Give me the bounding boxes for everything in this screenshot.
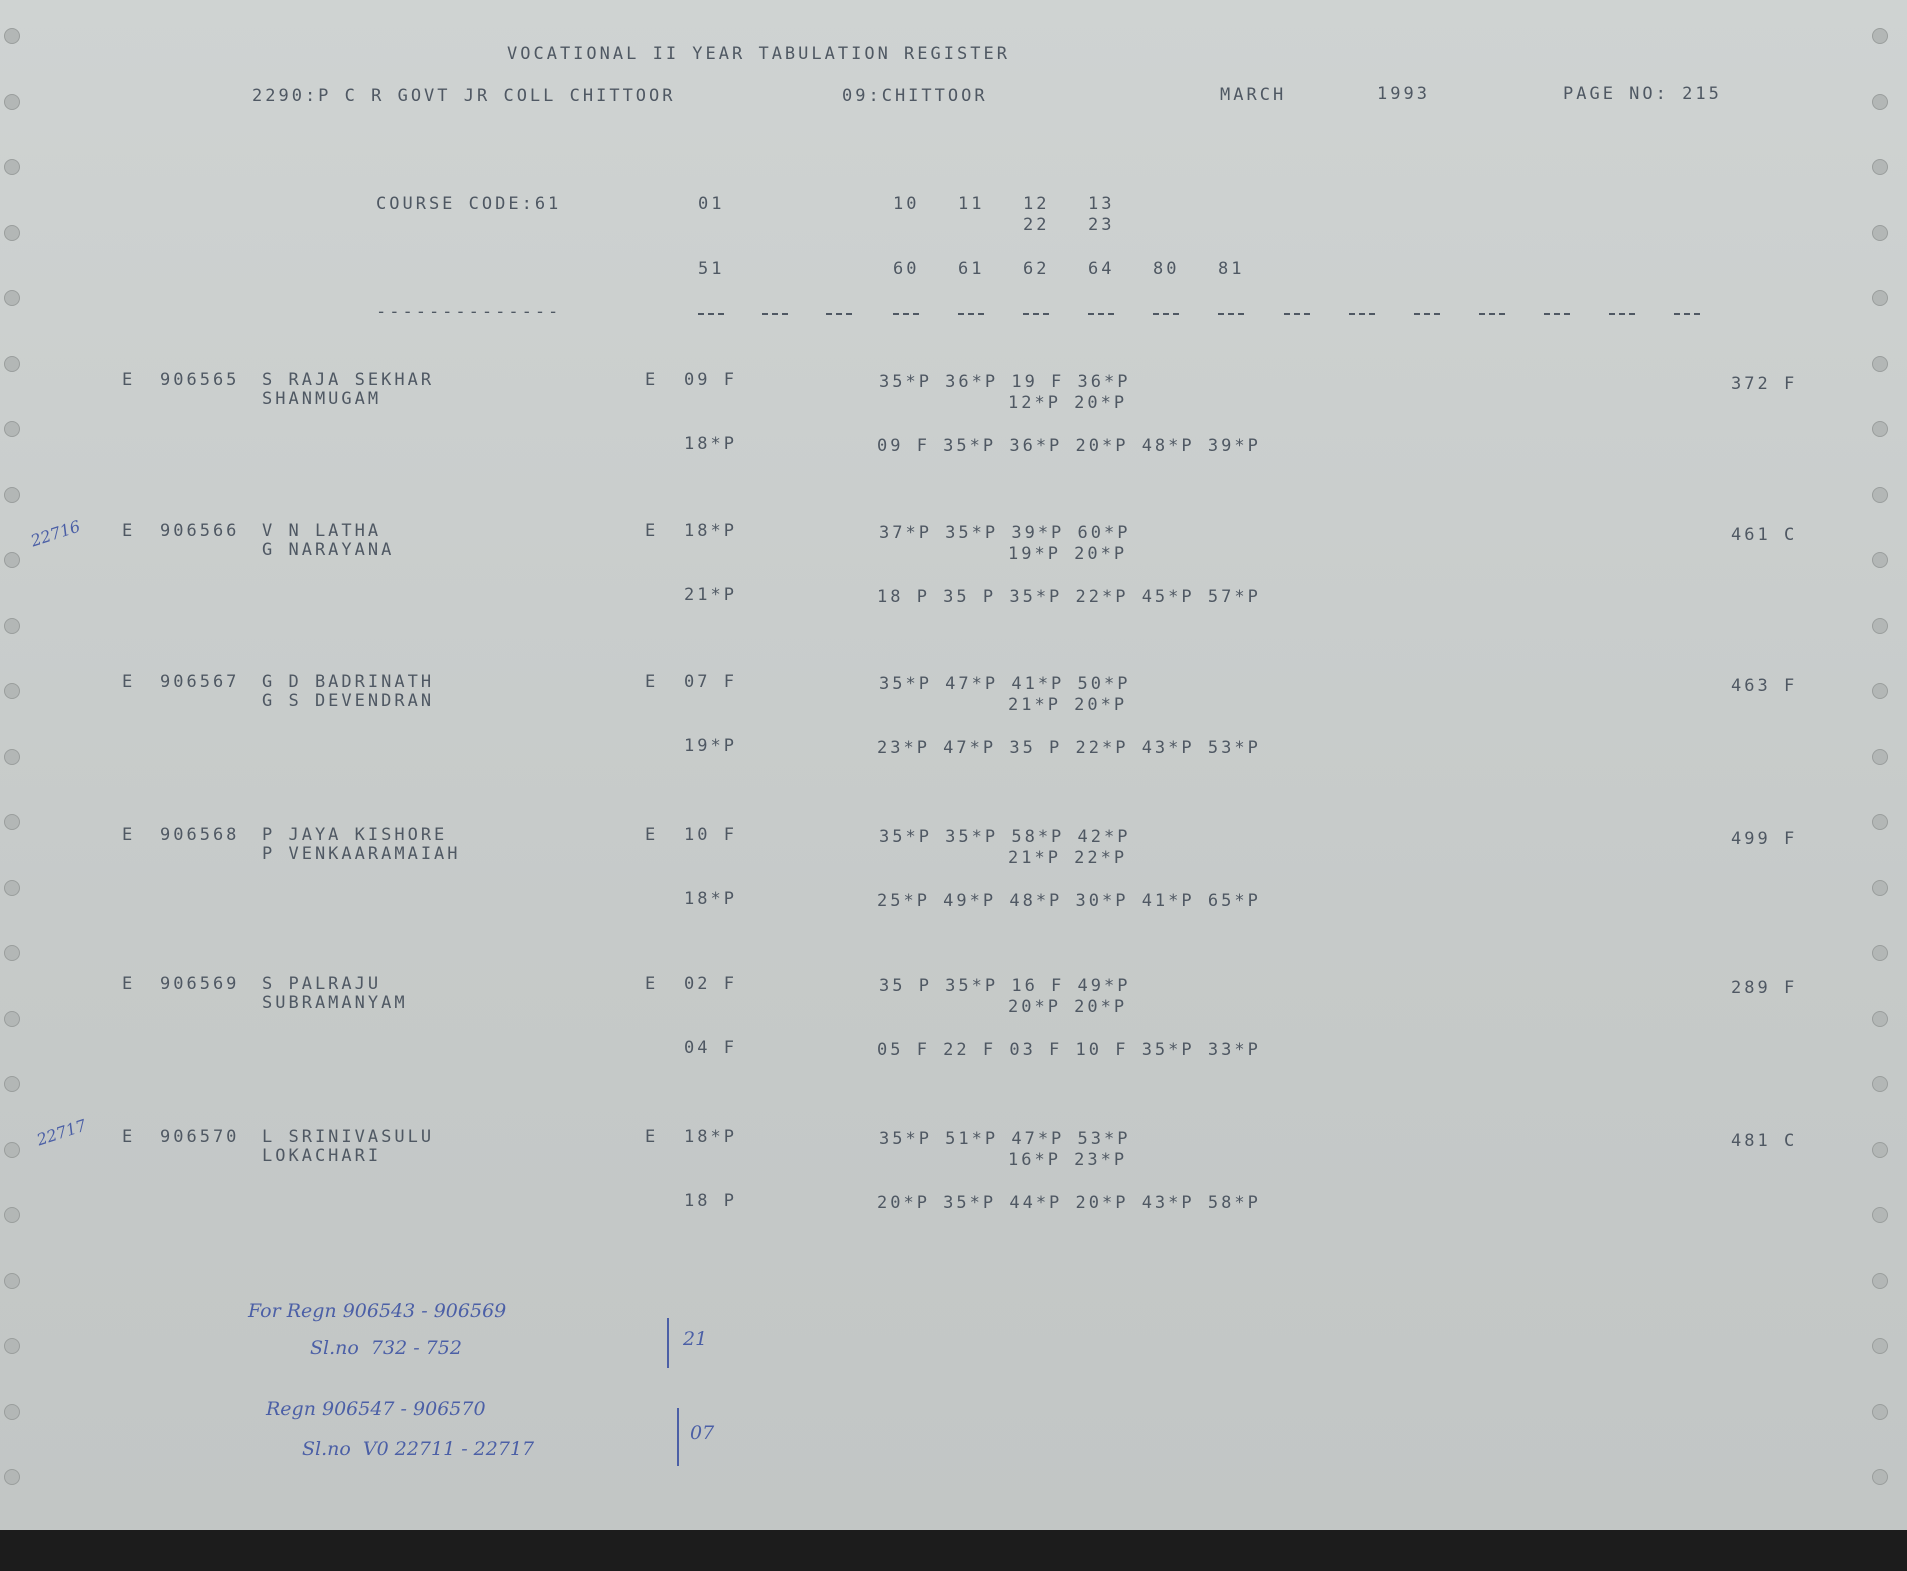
subject-code: 13	[1088, 194, 1115, 214]
subject-code: 62	[1023, 259, 1050, 279]
feed-hole	[4, 225, 20, 241]
candidate-name: P JAYA KISHORE	[262, 825, 448, 845]
feed-hole	[4, 94, 20, 110]
hall-ticket-number: 906566	[160, 521, 240, 541]
feed-hole	[4, 159, 20, 175]
feed-hole	[4, 880, 20, 896]
exam-month: MARCH	[1220, 85, 1287, 105]
feed-hole	[1872, 290, 1888, 306]
second-subject-mark: 18*P	[684, 889, 737, 909]
scan-bottom-edge	[0, 1530, 1907, 1571]
register-title: VOCATIONAL II YEAR TABULATION REGISTER	[507, 44, 1010, 64]
marks-row-2: 20*P 35*P 44*P 20*P 43*P 58*P	[877, 1193, 1261, 1213]
second-subject-mark: 18 P	[684, 1191, 737, 1211]
course-underline: --------------	[376, 302, 562, 322]
marks-row-1: 35*P 47*P 41*P 50*P	[879, 674, 1131, 694]
first-subject-mark: 09 F	[684, 370, 737, 390]
hall-ticket-number: 906569	[160, 974, 240, 994]
feed-hole	[1872, 618, 1888, 634]
handwritten-slno-range-1: Sl.no 732 - 752	[310, 1337, 462, 1359]
flag-code: E	[645, 974, 659, 994]
feed-hole	[4, 1273, 20, 1289]
column-dash	[1349, 313, 1375, 315]
column-dash	[762, 313, 788, 315]
father-name: LOKACHARI	[262, 1146, 382, 1166]
subject-code: 23	[1088, 215, 1115, 235]
medium-code: E	[122, 370, 136, 390]
flag-code: E	[645, 825, 659, 845]
marks-row-2: 09 F 35*P 36*P 20*P 48*P 39*P	[877, 436, 1261, 456]
candidate-name: S RAJA SEKHAR	[262, 370, 435, 390]
feed-hole	[4, 814, 20, 830]
right-feed-holes	[1872, 0, 1896, 1530]
feed-hole	[4, 290, 20, 306]
feed-hole	[4, 1076, 20, 1092]
marks-row-1-sub: 21*P 22*P	[1008, 848, 1128, 868]
feed-hole	[4, 618, 20, 634]
feed-hole	[1872, 159, 1888, 175]
first-subject-mark: 10 F	[684, 825, 737, 845]
feed-hole	[4, 945, 20, 961]
feed-hole	[1872, 1011, 1888, 1027]
feed-hole	[1872, 1076, 1888, 1092]
subject-code: 01	[698, 194, 725, 214]
column-dash	[1609, 313, 1635, 315]
marks-row-1: 35 P 35*P 16 F 49*P	[879, 976, 1131, 996]
column-dash	[1544, 313, 1570, 315]
flag-code: E	[645, 521, 659, 541]
handwritten-slno-range-2: Sl.no V0 22711 - 22717	[302, 1438, 535, 1460]
feed-hole	[1872, 1404, 1888, 1420]
subject-code: 64	[1088, 259, 1115, 279]
subject-code: 11	[958, 194, 985, 214]
second-subject-mark: 04 F	[684, 1038, 737, 1058]
feed-hole	[1872, 1338, 1888, 1354]
column-dash	[1023, 313, 1049, 315]
total-result: 481 C	[1731, 1131, 1798, 1151]
subject-code: 81	[1218, 259, 1245, 279]
father-name: G NARAYANA	[262, 540, 395, 560]
total-result: 463 F	[1731, 676, 1798, 696]
subject-code: 22	[1023, 215, 1050, 235]
feed-hole	[1872, 880, 1888, 896]
feed-hole	[4, 356, 20, 372]
feed-hole	[1872, 356, 1888, 372]
feed-hole	[4, 28, 20, 44]
feed-hole	[1872, 1142, 1888, 1158]
column-dash	[1414, 313, 1440, 315]
first-subject-mark: 18*P	[684, 521, 737, 541]
district-name: 09:CHITTOOR	[842, 86, 988, 106]
second-subject-mark: 19*P	[684, 736, 737, 756]
medium-code: E	[122, 672, 136, 692]
father-name: SUBRAMANYAM	[262, 993, 408, 1013]
column-dash	[826, 313, 852, 315]
marks-row-1: 35*P 35*P 58*P 42*P	[879, 827, 1131, 847]
subject-code: 10	[893, 194, 920, 214]
flag-code: E	[645, 672, 659, 692]
feed-hole	[4, 1338, 20, 1354]
flag-code: E	[645, 1127, 659, 1147]
handwritten-serial-note: 22717	[34, 1115, 89, 1150]
feed-hole	[4, 1404, 20, 1420]
father-name: P VENKAARAMAIAH	[262, 844, 461, 864]
total-result: 499 F	[1731, 829, 1798, 849]
column-dash	[1674, 313, 1700, 315]
father-name: G S DEVENDRAN	[262, 691, 435, 711]
medium-code: E	[122, 974, 136, 994]
feed-hole	[1872, 487, 1888, 503]
handwritten-bracket-2	[677, 1408, 679, 1466]
college-name: 2290:P C R GOVT JR COLL CHITTOOR	[252, 86, 676, 106]
column-dash	[698, 313, 724, 315]
feed-hole	[1872, 94, 1888, 110]
left-feed-holes	[4, 0, 28, 1530]
candidate-name: V N LATHA	[262, 521, 382, 541]
feed-hole	[1872, 1469, 1888, 1485]
handwritten-count-1: 21	[683, 1328, 708, 1350]
candidate-name: S PALRAJU	[262, 974, 382, 994]
marks-row-1: 35*P 51*P 47*P 53*P	[879, 1129, 1131, 1149]
medium-code: E	[122, 521, 136, 541]
subject-code: 51	[698, 259, 725, 279]
feed-hole	[1872, 814, 1888, 830]
father-name: SHANMUGAM	[262, 389, 382, 409]
subject-code: 61	[958, 259, 985, 279]
feed-hole	[1872, 1207, 1888, 1223]
feed-hole	[1872, 421, 1888, 437]
total-result: 289 F	[1731, 978, 1798, 998]
marks-row-2: 23*P 47*P 35 P 22*P 43*P 53*P	[877, 738, 1261, 758]
feed-hole	[4, 683, 20, 699]
feed-hole	[4, 487, 20, 503]
candidate-name: G D BADRINATH	[262, 672, 435, 692]
column-dash	[1479, 313, 1505, 315]
handwritten-regn-range-1: For Regn 906543 - 906569	[248, 1300, 507, 1322]
hall-ticket-number: 906565	[160, 370, 240, 390]
feed-hole	[1872, 683, 1888, 699]
marks-row-2: 05 F 22 F 03 F 10 F 35*P 33*P	[877, 1040, 1261, 1060]
course-code-label: COURSE CODE:61	[376, 194, 562, 214]
first-subject-mark: 18*P	[684, 1127, 737, 1147]
column-dash	[958, 313, 984, 315]
marks-row-1: 35*P 36*P 19 F 36*P	[879, 372, 1131, 392]
feed-hole	[1872, 28, 1888, 44]
column-dash	[893, 313, 919, 315]
page-number: PAGE NO: 215	[1563, 84, 1722, 104]
total-result: 461 C	[1731, 525, 1798, 545]
column-dash	[1153, 313, 1179, 315]
first-subject-mark: 07 F	[684, 672, 737, 692]
medium-code: E	[122, 825, 136, 845]
handwritten-count-2: 07	[690, 1422, 715, 1444]
feed-hole	[1872, 749, 1888, 765]
feed-hole	[4, 1011, 20, 1027]
feed-hole	[4, 552, 20, 568]
hall-ticket-number: 906567	[160, 672, 240, 692]
marks-row-1-sub: 19*P 20*P	[1008, 544, 1128, 564]
marks-row-1-sub: 21*P 20*P	[1008, 695, 1128, 715]
feed-hole	[4, 1207, 20, 1223]
column-dash	[1284, 313, 1310, 315]
handwritten-regn-range-2: Regn 906547 - 906570	[266, 1398, 486, 1420]
marks-row-2: 18 P 35 P 35*P 22*P 45*P 57*P	[877, 587, 1261, 607]
feed-hole	[4, 1469, 20, 1485]
second-subject-mark: 21*P	[684, 585, 737, 605]
candidate-name: L SRINIVASULU	[262, 1127, 435, 1147]
feed-hole	[1872, 225, 1888, 241]
marks-row-1: 37*P 35*P 39*P 60*P	[879, 523, 1131, 543]
second-subject-mark: 18*P	[684, 434, 737, 454]
subject-code: 60	[893, 259, 920, 279]
first-subject-mark: 02 F	[684, 974, 737, 994]
marks-row-1-sub: 12*P 20*P	[1008, 393, 1128, 413]
feed-hole	[4, 749, 20, 765]
feed-hole	[4, 421, 20, 437]
feed-hole	[1872, 1273, 1888, 1289]
column-dash	[1088, 313, 1114, 315]
medium-code: E	[122, 1127, 136, 1147]
marks-row-1-sub: 20*P 20*P	[1008, 997, 1128, 1017]
subject-code: 80	[1153, 259, 1180, 279]
column-dash	[1218, 313, 1244, 315]
feed-hole	[1872, 945, 1888, 961]
total-result: 372 F	[1731, 374, 1798, 394]
handwritten-bracket-1	[667, 1318, 669, 1368]
subject-code: 12	[1023, 194, 1050, 214]
feed-hole	[1872, 552, 1888, 568]
marks-row-2: 25*P 49*P 48*P 30*P 41*P 65*P	[877, 891, 1261, 911]
exam-year: 1993	[1377, 84, 1430, 104]
marks-row-1-sub: 16*P 23*P	[1008, 1150, 1128, 1170]
hall-ticket-number: 906568	[160, 825, 240, 845]
flag-code: E	[645, 370, 659, 390]
handwritten-serial-note: 22716	[28, 516, 83, 551]
feed-hole	[4, 1142, 20, 1158]
hall-ticket-number: 906570	[160, 1127, 240, 1147]
